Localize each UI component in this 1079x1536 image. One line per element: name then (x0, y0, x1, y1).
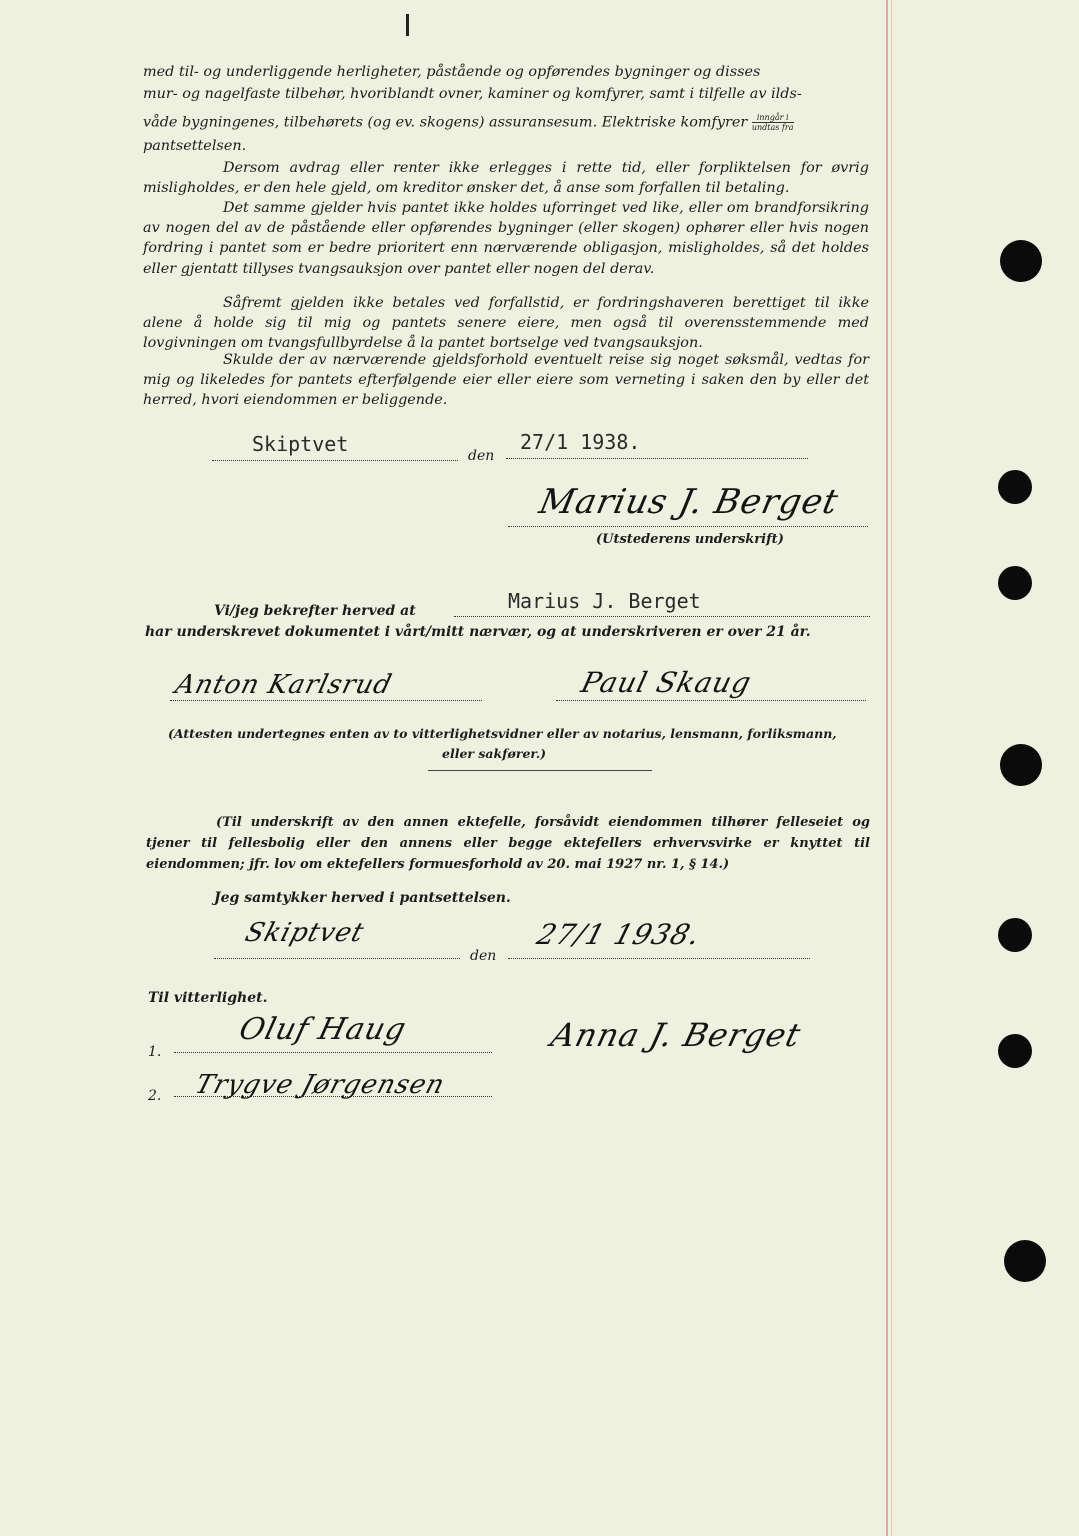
punch-hole (1000, 744, 1042, 786)
witness-dots-2 (556, 700, 866, 701)
margin-line (886, 0, 888, 1536)
spouse-signature: Anna J. Berget (547, 1016, 806, 1054)
date-handwritten-2: 27/1 1938. (533, 918, 705, 951)
punch-hole (998, 1034, 1032, 1068)
vitterlighet-num-1: 1. (148, 1044, 162, 1060)
witness-signature-1: Anton Karlsrud (172, 670, 396, 700)
issuer-signature: Marius J. Berget (535, 482, 843, 522)
confirm-prefix: Vi/jeg bekrefter herved at (214, 603, 416, 619)
vitterlighet-label: Til vitterlighet. (148, 990, 268, 1006)
issuer-caption: (Utstederens underskrift) (596, 532, 784, 547)
page-tick (406, 14, 409, 36)
punch-hole (1004, 1240, 1046, 1282)
vitterlighet-dots-1 (174, 1052, 492, 1053)
body-line-1: med til- og underliggende herligheter, påstående og opførendes bygninger og disses (143, 64, 761, 80)
witness-signature-2: Paul Skaug (577, 666, 756, 699)
paragraph-maturity: Såfremt gjelden ikke betales ved forfallstid, er fordringshaveren berettiget til ikke alene å holde sig til mig og pantets senere eiere, men også til overensstemmende med lovgivningen om tvangsfullbyrdelse å la pantet bortselge ved tvangsauksjon. (143, 295, 869, 352)
place-typed-1: Skiptvet (252, 432, 349, 456)
paragraph-venue: Skulde der av nærværende gjeldsforhold eventuelt reise sig noget søksmål, vedtas for mig og likeledes for pantets efterfølgende eier eller eiere som verneting i saken den by eller det herred, hvori eiendommen er beliggende. (143, 352, 869, 409)
paragraph-security: Det samme gjelder hvis pantet ikke holdes uforringet ved like, eller om brandforsikring av nogen del av de påstående eller opførendes bygninger (eller skogen) ophører eller hvis nogen fordring i pantet som er bedre prioritert enn nærværende obligasjon, misligholdes, så det holdes eller gjentatt tillyses tvangsauksjon over pantet eller nogen del derav. (143, 200, 869, 277)
place-signature-2: Skiptvet (241, 918, 368, 948)
consent-line: Jeg samtykker herved i pantsettelsen. (214, 890, 511, 906)
punch-hole (998, 470, 1032, 504)
date-dots-2 (508, 958, 810, 959)
vitterlighet-dots-2 (174, 1096, 492, 1097)
issuer-dots (508, 526, 868, 527)
vitterlighet-signature-2: Trygve Jørgensen (191, 1070, 449, 1100)
punch-hole (998, 918, 1032, 952)
confirm-name-typed: Marius J. Berget (508, 589, 701, 613)
body-line-3 (143, 113, 794, 132)
den-label-1: den (468, 448, 495, 464)
punch-hole (998, 566, 1032, 600)
punch-hole (1000, 240, 1042, 282)
komfyr-choice-bottom: undtas fra (751, 123, 794, 132)
attest-note-2: eller sakfører.) (442, 746, 547, 761)
place-dots-2 (214, 958, 460, 959)
section-rule (428, 770, 652, 771)
komfyr-choice (752, 113, 794, 132)
date-dots-1 (506, 458, 808, 459)
komfyr-choice-top: inngår i (752, 113, 794, 123)
paragraph-default: Dersom avdrag eller renter ikke erlegges i rette tid, eller forpliktelsen for øvrig misligholdes, er den hele gjeld, om kreditor ønsker det, å anse som forfallen til betaling. (143, 160, 869, 197)
place-dots-1 (212, 460, 458, 461)
den-label-2: den (470, 948, 497, 964)
attest-note-1: (Attesten undertegnes enten av to vitterlighetsvidner eller av notarius, lensmann, forliksmann, (168, 726, 837, 741)
vitterlighet-num-2: 2. (148, 1088, 162, 1104)
date-typed-1: 27/1 1938. (520, 430, 641, 454)
body-line-2: mur- og nagelfaste tilbehør, hvoriblandt ovner, kaminer og komfyrer, samt i tilfelle av ilds- (143, 86, 802, 102)
confirm-line-2: har underskrevet dokumentet i vårt/mitt nærvær, og at underskriveren er over 21 år. (145, 624, 811, 640)
confirm-dots (454, 616, 870, 617)
spouse-note: (Til underskrift av den annen ektefelle, forsåvidt eiendommen tilhører felleseiet og tjener til fellesbolig eller den annens eller begge ektefellers erhvervsvirke er knyttet til eiendommen; jfr. lov om ektefellers formuesforhold av 20. mai 1927 nr. 1, § 14.) (146, 815, 870, 872)
vitterlighet-signature-1: Oluf Haug (235, 1012, 411, 1047)
witness-dots-1 (170, 700, 482, 701)
body-line-3-text: våde bygningenes, tilbehørets (og ev. skogens) assuransesum. Elektriske komfyrer (143, 114, 748, 131)
body-line-4: pantsettelsen. (143, 138, 247, 154)
margin-line-light (891, 0, 892, 1536)
